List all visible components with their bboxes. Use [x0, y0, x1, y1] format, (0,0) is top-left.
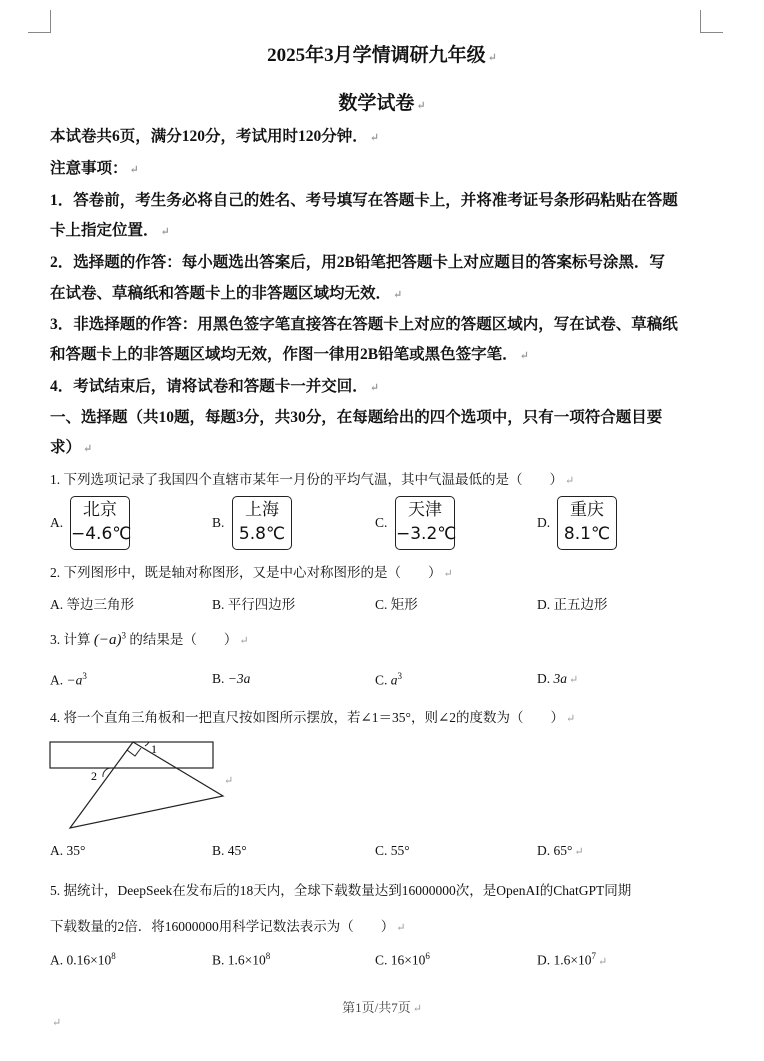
q1-option-c-box — [395, 496, 455, 550]
q1-option-b-box — [232, 496, 292, 550]
q2-option-c: C. 矩形 — [375, 597, 418, 612]
q1-option-c-city: 天津 — [408, 500, 442, 520]
q1-option-a-city: 北京 — [83, 500, 117, 520]
note-3-line-1: 3．非选择题的作答：用黑色签字笔直接答在答题卡上对应的答题区域内，写在试卷、草稿纸 — [50, 316, 678, 333]
q3-option-a: A. $-a^3$ — [50, 671, 87, 688]
note-2-line-2: 在试卷、草稿纸和答题卡上的非答题区域均无效． ↵ — [50, 285, 403, 302]
q1-option-d-city: 重庆 — [570, 500, 604, 520]
q4-figure-mark: ↵ — [224, 775, 234, 787]
q5-stem-line-1: 5. 据统计，DeepSeek在发布后的18天内，全球下载数量达到16000000次，是OpenAI的ChatGPT同期 — [50, 883, 632, 898]
exam-subtitle: 数学试卷 ↵ — [338, 93, 426, 114]
note-4: 4．考试结束后，请将试卷和答题卡一并交回． ↵ — [50, 378, 379, 395]
q4-option-b: B. 45° — [212, 843, 247, 858]
section1-heading-line-2: 求） ↵ — [50, 439, 93, 456]
angle2-label: 2 — [91, 769, 97, 783]
q2-option-a: A. 等边三角形 — [50, 597, 134, 612]
q3-option-c: C. $a^3$ — [375, 671, 403, 688]
exam-title: 2025年3月学情调研九年级 ↵ — [267, 45, 497, 66]
q1-option-b-temp: 5.8℃ — [238, 524, 286, 544]
q3-expression: (−a) — [93, 632, 122, 648]
q1-option-a-temp: −4.6℃ — [71, 524, 132, 544]
q1-option-a-box — [70, 496, 130, 550]
note-2-line-1: 2．选择题的作答：每小题选出答案后，用2B铅笔把答题卡上对应题目的答案标号涂黑．写 — [50, 254, 665, 271]
q4-stem: 4. 将一个直角三角板和一把直尺按如图所示摆放，若∠1＝35°，则∠2的度数为（ ） ↵ — [50, 710, 576, 725]
q1-option-d-temp: 8.1℃ — [563, 524, 611, 544]
right-angle-mark — [127, 748, 141, 756]
crop-mark-top-right — [700, 10, 723, 33]
q5-option-d: D. $1.6\times 10^7$ ↵ — [537, 951, 608, 968]
q1-option-d-box — [557, 496, 617, 550]
q4-option-d: D. 65° ↵ — [537, 843, 584, 858]
q2-option-d: D. 正五边形 — [537, 597, 608, 612]
crop-mark-top-left — [28, 10, 51, 33]
note-1-line-2: 卡上指定位置． ↵ — [50, 222, 170, 239]
q5-stem-line-2: 下载数量的2倍．将16000000用科学记数法表示为（ ） ↵ — [50, 919, 406, 934]
set-square — [70, 742, 223, 828]
q3-stem: 3. 计算 $(-a)^3$ 的结果是（ ） ↵ — [50, 630, 249, 648]
q5-option-c: C. $16\times 10^6$ — [375, 951, 430, 968]
q1-option-a-letter: A. — [50, 515, 64, 530]
q1-option-b-letter: B. — [212, 515, 225, 530]
note-3-line-2: 和答题卡上的非答题区域均无效，作图一律用2B铅笔或黑色签字笔． ↵ — [50, 346, 529, 363]
q2-stem: 2. 下列图形中，既是轴对称图形，又是中心对称图形的是（ ） ↵ — [50, 565, 453, 580]
notes-heading: 注意事项： ↵ — [50, 160, 139, 177]
q4-figure — [45, 734, 235, 834]
q5-option-a: A. $0.16\times 10^8$ — [50, 951, 116, 968]
note-1-line-1: 1．答卷前，考生务必将自己的姓名、考号填写在答题卡上，并将准考证号条形码粘贴在答题 — [50, 192, 678, 209]
q1-option-d-letter: D. — [537, 515, 551, 530]
end-mark: ↵ — [52, 1017, 62, 1029]
q2-option-b: B. 平行四边形 — [212, 597, 296, 612]
q4-option-c: C. 55° — [375, 843, 410, 858]
q1-stem: 1. 下列选项记录了我国四个直辖市某年一月份的平均气温，其中气温最低的是（ ） ↵ — [50, 472, 575, 487]
page-footer: 第1页/共7页 ↵ — [342, 1000, 422, 1015]
q5-option-b: B. $1.6\times 10^8$ — [212, 951, 271, 968]
ruler — [50, 742, 213, 768]
q1-option-c-letter: C. — [375, 515, 388, 530]
q3-exponent: 3 — [121, 630, 126, 641]
intro-line: 本试卷共6页，满分120分，考试用时120分钟． ↵ — [50, 128, 379, 145]
q3-option-d: D. 3a ↵ — [537, 671, 579, 686]
angle1-label: 1 — [151, 742, 157, 756]
q4-option-a: A. 35° — [50, 843, 86, 858]
q3-option-b: B. −3a — [212, 671, 251, 686]
q1-option-c-temp: −3.2℃ — [396, 524, 457, 544]
q1-option-b-city: 上海 — [245, 500, 279, 520]
section1-heading-line-1: 一、选择题（共10题，每题3分，共30分，在每题给出的四个选项中，只有一项符合题目要 — [50, 409, 663, 426]
angle2-arc — [103, 768, 111, 777]
